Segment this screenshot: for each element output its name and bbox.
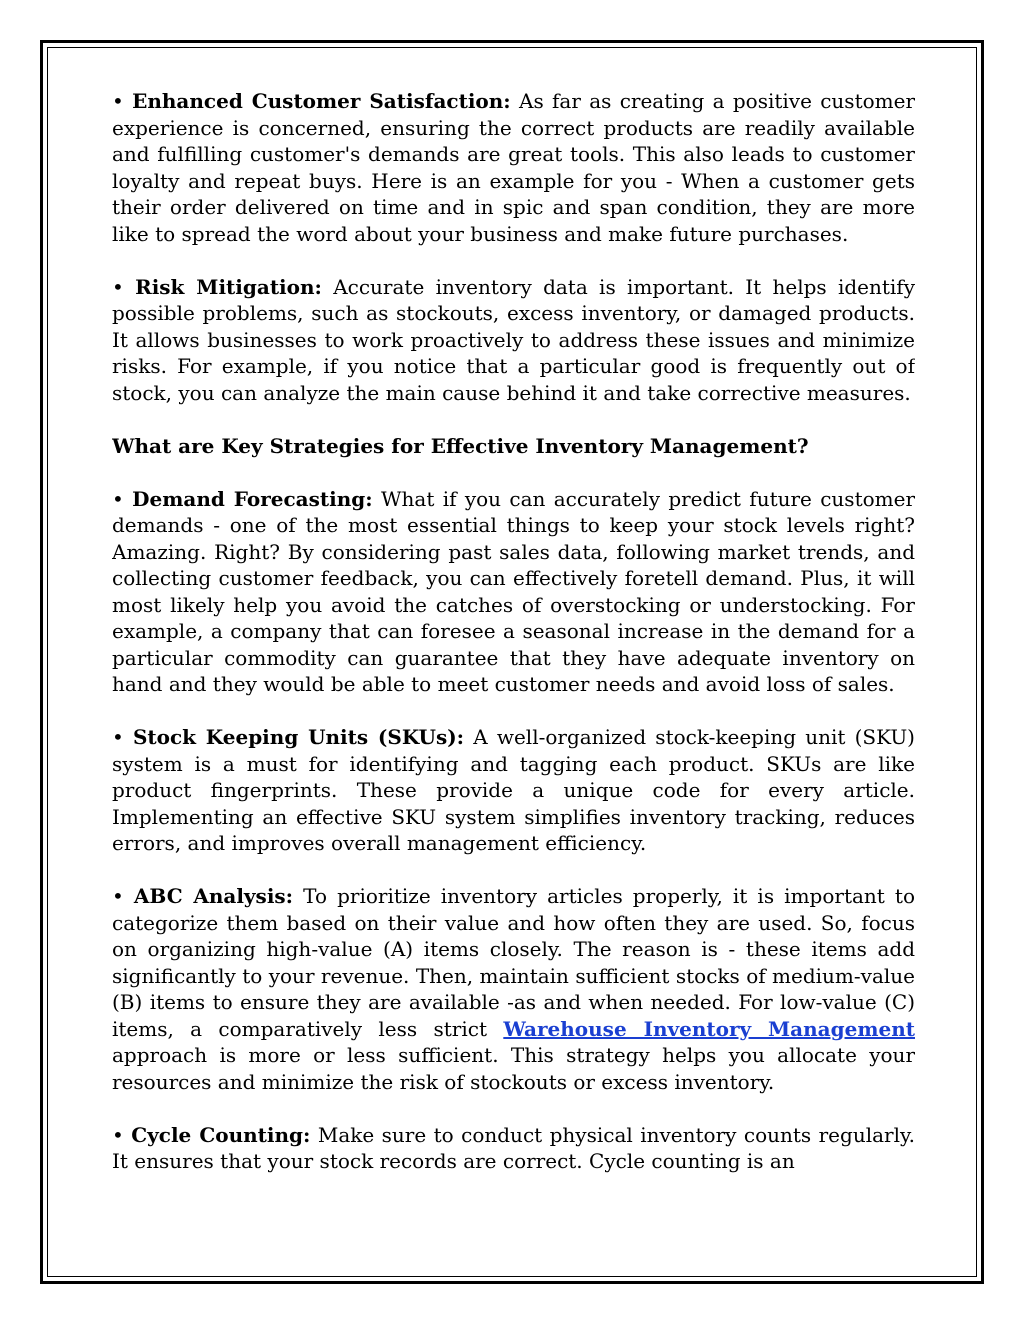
section-cycle-counting bbox=[112, 1122, 915, 1175]
bullet: • bbox=[112, 884, 124, 908]
section-demand-forecasting bbox=[112, 486, 915, 698]
body-skus: A well-organized stock-keeping unit (SKU) system is a must for identifying and tagging each product. SKUs are like product fingerprints. These provide a unique code for every article. Implementing an effective SKU system simplifies inventory tracking, reduces errors, and improves overall management efficiency. bbox=[112, 725, 915, 855]
body-customer-satisfaction: As far as creating a positive customer experience is concerned, ensuring the correct products are readily available and fulfilling customer's demands are great tools. This also leads to customer loyalty and repeat buys. Here is an example for you - When a customer gets their order delivered on time and in spic and span condition, they are more like to spread the word about your business and make future purchases. bbox=[112, 89, 915, 246]
body-abc-analysis-after: approach is more or less sufficient. This strategy helps you allocate your resources and minimize the risk of stockouts or excess inventory. bbox=[112, 1043, 915, 1094]
term-customer-satisfaction: Enhanced Customer Satisfaction: bbox=[132, 89, 511, 113]
bullet: • bbox=[112, 1122, 124, 1147]
term-abc-analysis: ABC Analysis: bbox=[133, 884, 294, 908]
bullet: • bbox=[112, 725, 124, 749]
body-cycle-counting: Make sure to conduct physical inventory counts regularly. It ensures that your stock records are correct. Cycle counting is an bbox=[112, 1122, 915, 1173]
bullet: • bbox=[112, 274, 124, 299]
section-abc-analysis bbox=[112, 883, 915, 1095]
term-demand-forecasting: Demand Forecasting: bbox=[132, 486, 373, 511]
term-risk-mitigation: Risk Mitigation: bbox=[135, 274, 322, 299]
section-heading: What are Key Strategies for Effective Inventory Management? bbox=[112, 433, 809, 458]
bullet: • bbox=[112, 89, 124, 113]
term-cycle-counting: Cycle Counting: bbox=[131, 1122, 311, 1147]
warehouse-inventory-management-link[interactable]: Warehouse Inventory Management bbox=[503, 1016, 915, 1041]
section-customer-satisfaction bbox=[112, 88, 915, 247]
bullet: • bbox=[112, 486, 124, 511]
section-risk-mitigation bbox=[112, 274, 915, 407]
term-skus: Stock Keeping Units (SKUs): bbox=[132, 725, 465, 749]
body-risk-mitigation: Accurate inventory data is important. It helps identify possible problems, such as stockouts, excess inventory, or damaged products. It allows businesses to work proactively to address these issues and minimize risks. For example, if you notice that a particular good is frequently out of stock, you can analyze the main cause behind it and take corrective measures. bbox=[112, 274, 915, 405]
body-abc-analysis-before: To prioritize inventory articles properly, it is important to categorize them based on their value and how often they are used. So, focus on organizing high-value (A) items closely. The reason is - these items add significantly to your revenue. Then, maintain sufficient stocks of medium-value (B) items to ensure they are available -as and when needed. For low-value (C) items, a comparatively less strict bbox=[112, 884, 915, 1041]
section-skus bbox=[112, 724, 915, 857]
body-demand-forecasting: What if you can accurately predict future customer demands - one of the most essential things to keep your stock levels right? Amazing. Right? By considering past sales data, following market trends, and collecting customer feedback, you can effectively foretell demand. Plus, it will most likely help you avoid the catches of overstocking or understocking. For example, a company that can foresee a seasonal increase in the demand for a particular commodity can guarantee that they have adequate inventory on hand and they would be able to meet customer needs and avoid loss of sales. bbox=[112, 486, 915, 696]
document-body bbox=[112, 88, 915, 1263]
